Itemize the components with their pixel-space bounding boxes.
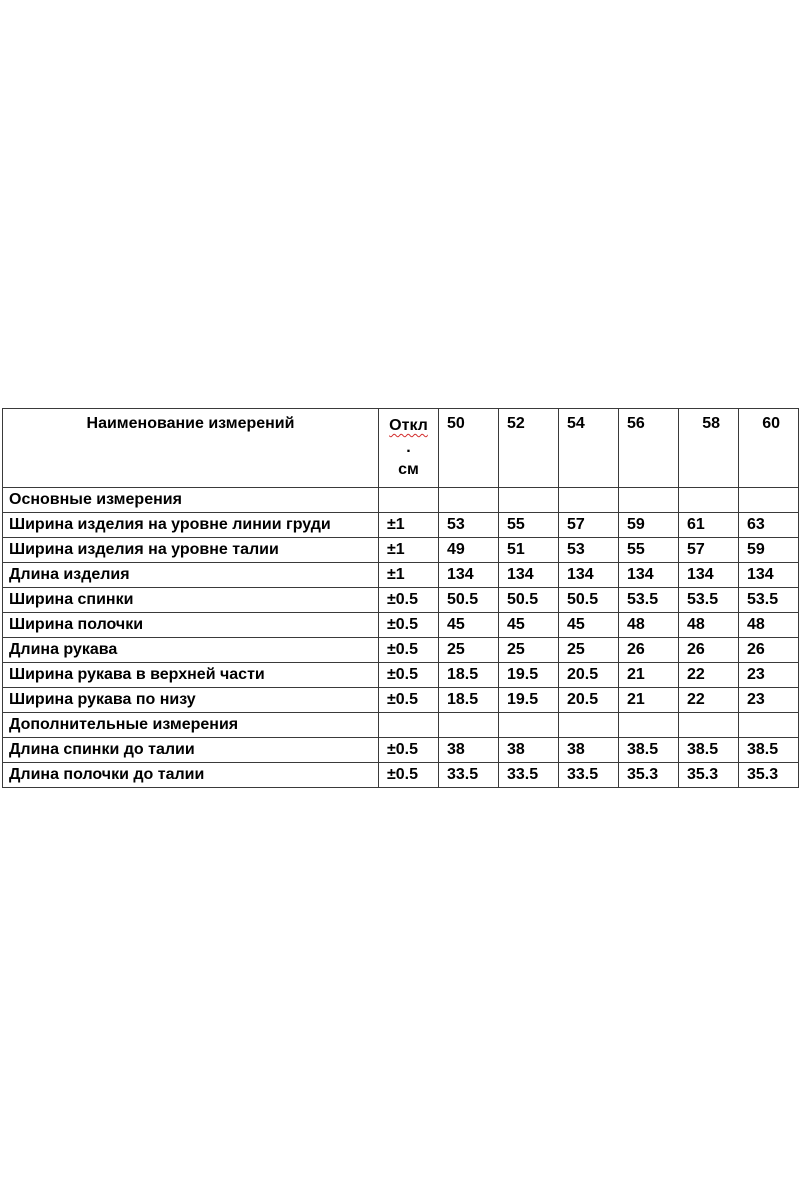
deviation-cell: ±0.5 xyxy=(379,638,439,663)
value-cell: 53.5 xyxy=(619,588,679,613)
empty-cell xyxy=(439,713,499,738)
value-cell: 57 xyxy=(559,513,619,538)
value-cell: 35.3 xyxy=(739,763,799,788)
empty-cell xyxy=(679,488,739,513)
table-row xyxy=(3,663,799,688)
section-title: Дополнительные измерения xyxy=(3,713,379,738)
table-row xyxy=(3,538,799,563)
value-cell: 33.5 xyxy=(439,763,499,788)
deviation-cell: ±0.5 xyxy=(379,588,439,613)
empty-cell xyxy=(379,488,439,513)
measurement-name: Ширина изделия на уровне талии xyxy=(3,538,379,563)
table-row xyxy=(3,613,799,638)
table-header-row xyxy=(3,409,799,488)
table-row xyxy=(3,638,799,663)
value-cell: 53 xyxy=(559,538,619,563)
value-cell: 33.5 xyxy=(499,763,559,788)
deviation-cell: ±0.5 xyxy=(379,688,439,713)
value-cell: 38.5 xyxy=(739,738,799,763)
value-cell: 51 xyxy=(499,538,559,563)
deviation-cell: ±0.5 xyxy=(379,663,439,688)
measurement-name: Ширина изделия на уровне линии груди xyxy=(3,513,379,538)
value-cell: 21 xyxy=(619,688,679,713)
value-cell: 134 xyxy=(619,563,679,588)
value-cell: 19.5 xyxy=(499,663,559,688)
value-cell: 134 xyxy=(739,563,799,588)
table-row xyxy=(3,738,799,763)
deviation-cell: ±0.5 xyxy=(379,613,439,638)
value-cell: 45 xyxy=(499,613,559,638)
measurement-name: Длина рукава xyxy=(3,638,379,663)
value-cell: 50.5 xyxy=(499,588,559,613)
value-cell: 38.5 xyxy=(679,738,739,763)
value-cell: 23 xyxy=(739,663,799,688)
value-cell: 49 xyxy=(439,538,499,563)
value-cell: 134 xyxy=(559,563,619,588)
value-cell: 57 xyxy=(679,538,739,563)
value-cell: 38 xyxy=(439,738,499,763)
value-cell: 22 xyxy=(679,663,739,688)
header-size-54: 54 xyxy=(559,409,619,488)
deviation-cell: ±1 xyxy=(379,513,439,538)
value-cell: 25 xyxy=(559,638,619,663)
header-deviation-unit: см xyxy=(398,461,419,478)
value-cell: 48 xyxy=(739,613,799,638)
size-chart-table xyxy=(2,408,799,788)
empty-cell xyxy=(499,488,559,513)
empty-cell xyxy=(499,713,559,738)
table-row xyxy=(3,763,799,788)
value-cell: 26 xyxy=(619,638,679,663)
measurement-name: Ширина спинки xyxy=(3,588,379,613)
value-cell: 59 xyxy=(619,513,679,538)
empty-cell xyxy=(379,713,439,738)
value-cell: 53.5 xyxy=(679,588,739,613)
header-deviation-dot: . xyxy=(406,439,411,456)
header-size-58: 58 xyxy=(679,409,739,488)
value-cell: 50.5 xyxy=(559,588,619,613)
value-cell: 38 xyxy=(499,738,559,763)
value-cell: 35.3 xyxy=(619,763,679,788)
empty-cell xyxy=(679,713,739,738)
value-cell: 20.5 xyxy=(559,663,619,688)
value-cell: 21 xyxy=(619,663,679,688)
value-cell: 61 xyxy=(679,513,739,538)
value-cell: 18.5 xyxy=(439,688,499,713)
value-cell: 20.5 xyxy=(559,688,619,713)
deviation-cell: ±1 xyxy=(379,563,439,588)
value-cell: 48 xyxy=(679,613,739,638)
value-cell: 26 xyxy=(679,638,739,663)
header-deviation-word: Откл xyxy=(389,417,428,434)
table-row xyxy=(3,688,799,713)
section-row xyxy=(3,713,799,738)
value-cell: 38 xyxy=(559,738,619,763)
value-cell: 38.5 xyxy=(619,738,679,763)
value-cell: 53 xyxy=(439,513,499,538)
empty-cell xyxy=(619,713,679,738)
value-cell: 35.3 xyxy=(679,763,739,788)
value-cell: 50.5 xyxy=(439,588,499,613)
header-size-50: 50 xyxy=(439,409,499,488)
table-row xyxy=(3,563,799,588)
section-row xyxy=(3,488,799,513)
value-cell: 33.5 xyxy=(559,763,619,788)
deviation-cell: ±1 xyxy=(379,538,439,563)
value-cell: 134 xyxy=(439,563,499,588)
empty-cell xyxy=(739,488,799,513)
measurement-name: Длина полочки до талии xyxy=(3,763,379,788)
table-row xyxy=(3,588,799,613)
header-deviation xyxy=(379,409,439,488)
value-cell: 59 xyxy=(739,538,799,563)
value-cell: 53.5 xyxy=(739,588,799,613)
value-cell: 45 xyxy=(439,613,499,638)
measurement-name: Ширина полочки xyxy=(3,613,379,638)
deviation-cell: ±0.5 xyxy=(379,738,439,763)
table-row xyxy=(3,513,799,538)
header-size-60: 60 xyxy=(739,409,799,488)
header-size-56: 56 xyxy=(619,409,679,488)
header-measurement-name: Наименование измерений xyxy=(3,409,379,488)
empty-cell xyxy=(619,488,679,513)
measurement-name: Длина спинки до талии xyxy=(3,738,379,763)
header-size-52: 52 xyxy=(499,409,559,488)
value-cell: 48 xyxy=(619,613,679,638)
value-cell: 26 xyxy=(739,638,799,663)
measurement-name: Ширина рукава в верхней части xyxy=(3,663,379,688)
value-cell: 134 xyxy=(499,563,559,588)
measurement-name: Длина изделия xyxy=(3,563,379,588)
value-cell: 63 xyxy=(739,513,799,538)
value-cell: 45 xyxy=(559,613,619,638)
value-cell: 19.5 xyxy=(499,688,559,713)
value-cell: 25 xyxy=(499,638,559,663)
empty-cell xyxy=(559,713,619,738)
measurement-name: Ширина рукава по низу xyxy=(3,688,379,713)
value-cell: 18.5 xyxy=(439,663,499,688)
empty-cell xyxy=(559,488,619,513)
value-cell: 23 xyxy=(739,688,799,713)
value-cell: 22 xyxy=(679,688,739,713)
value-cell: 134 xyxy=(679,563,739,588)
value-cell: 55 xyxy=(499,513,559,538)
value-cell: 55 xyxy=(619,538,679,563)
deviation-cell: ±0.5 xyxy=(379,763,439,788)
empty-cell xyxy=(439,488,499,513)
empty-cell xyxy=(739,713,799,738)
section-title: Основные измерения xyxy=(3,488,379,513)
value-cell: 25 xyxy=(439,638,499,663)
